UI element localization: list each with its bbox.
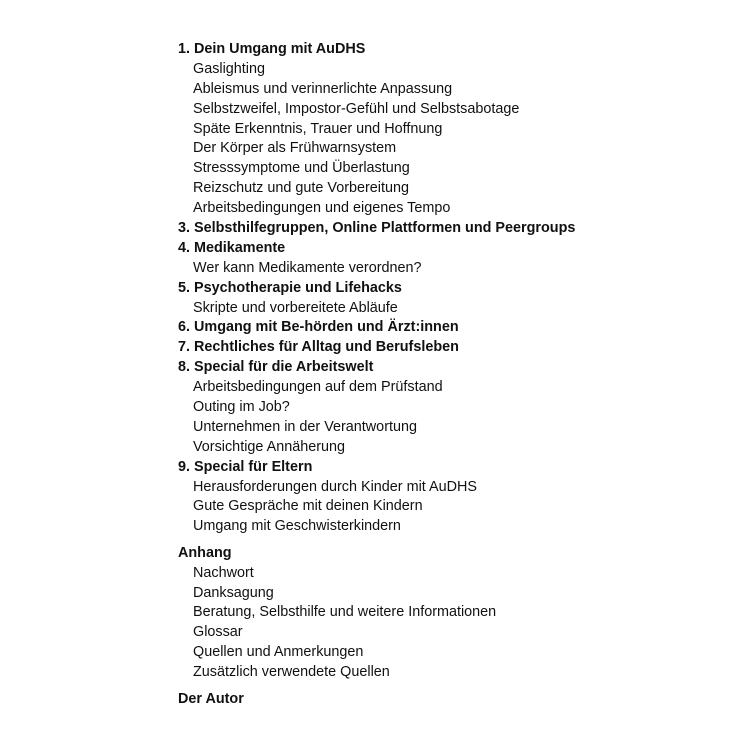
toc-entry: Späte Erkenntnis, Trauer und Hoffnung — [193, 120, 443, 137]
chapter-heading: 9. Special für Eltern — [178, 458, 313, 475]
table-of-contents — [178, 40, 738, 709]
toc-entry: Nachwort — [193, 564, 254, 581]
toc-entry: Unternehmen in der Verantwortung — [193, 418, 417, 435]
chapter-heading: 3. Selbsthilfegruppen, Online Plattformen und Peergroups — [178, 220, 576, 237]
toc-entry: Gaslighting — [193, 60, 265, 77]
appendix-heading: Anhang — [178, 544, 232, 561]
toc-entry: Der Körper als Frühwarnsystem — [193, 140, 397, 157]
toc-entry: Arbeitsbedingungen auf dem Prüfstand — [193, 379, 443, 396]
toc-entry: Outing im Job? — [193, 399, 290, 416]
toc-entry: Stresssymptome und Überlastung — [193, 160, 410, 177]
toc-entry: Wer kann Medikamente verordnen? — [193, 259, 422, 276]
chapter-heading: 8. Special für die Arbeitswelt — [178, 359, 374, 376]
toc-entry: Gute Gespräche mit deinen Kindern — [193, 498, 423, 515]
toc-entry: Quellen und Anmerkungen — [193, 644, 364, 661]
toc-entry: Danksagung — [193, 584, 274, 601]
chapter-heading: 1. Dein Umgang mit AuDHS — [178, 41, 366, 57]
toc-entry: Umgang mit Geschwisterkindern — [193, 518, 401, 535]
chapter-heading: 6. Umgang mit Be-hörden und Ärzt:innen — [178, 319, 459, 336]
author-heading: Der Autor — [178, 690, 244, 707]
chapter-heading: 7. Rechtliches für Alltag und Berufsleben — [178, 339, 459, 356]
toc-entry: Vorsichtige Annäherung — [193, 438, 346, 455]
toc-entry: Beratung, Selbsthilfe und weitere Informationen — [193, 604, 497, 621]
toc-entry: Glossar — [193, 624, 243, 641]
toc-entry: Zusätzlich verwendete Quellen — [193, 664, 390, 681]
toc-entry: Skripte und vorbereitete Abläufe — [193, 299, 398, 316]
toc-entry: Selbstzweifel, Impostor-Gefühl und Selbstsabotage — [193, 100, 520, 117]
toc-entry: Reizschutz und gute Vorbereitung — [193, 180, 409, 197]
toc-entry: Arbeitsbedingungen und eigenes Tempo — [193, 200, 451, 217]
toc-entry: Herausforderungen durch Kinder mit AuDHS — [193, 478, 477, 495]
chapter-heading: 5. Psychotherapie und Lifehacks — [178, 279, 402, 296]
toc-entry: Ableismus und verinnerlichte Anpassung — [193, 80, 453, 97]
chapter-heading: 4. Medikamente — [178, 239, 286, 256]
